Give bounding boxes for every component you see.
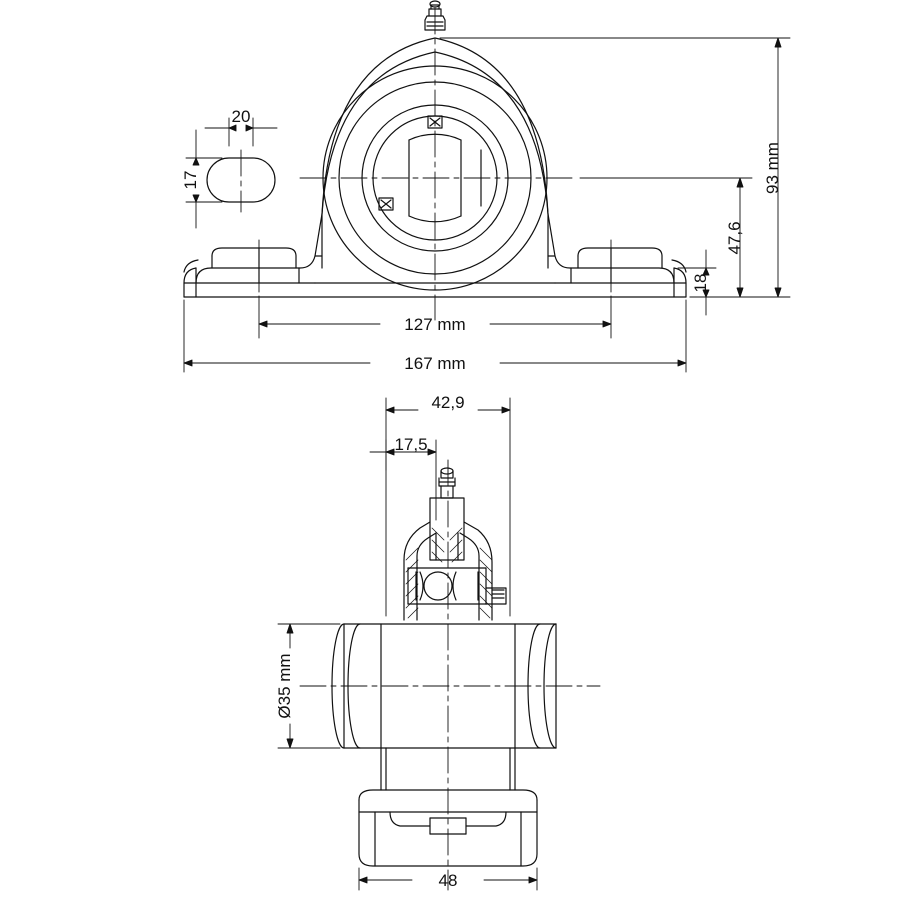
dim-bore-diameter: Ø35 mm (275, 653, 294, 719)
dimension-labels (181, 107, 782, 890)
side-view-geometry (332, 468, 556, 866)
dim-base-height: 18 (691, 273, 710, 293)
dim-bolt-hole-spacing: 127 mm (404, 315, 466, 334)
dim-total-height: 93 mm (763, 142, 782, 194)
grease-nipple-side (439, 468, 455, 498)
dim-bolt-slot-height: 17 (181, 170, 200, 190)
dim-shaft-center-height: 47,6 (725, 221, 744, 255)
dim-base-width: 48 (438, 871, 458, 890)
dim-base-length: 167 mm (404, 354, 466, 373)
side-view-centerlines (300, 460, 600, 890)
front-view-dimensions (184, 38, 790, 372)
dim-housing-width: 42,9 (431, 393, 465, 412)
dim-bolt-slot-width: 20 (231, 107, 251, 126)
dim-bearing-width: 17,5 (394, 435, 428, 454)
side-view-dimensions (278, 398, 537, 890)
